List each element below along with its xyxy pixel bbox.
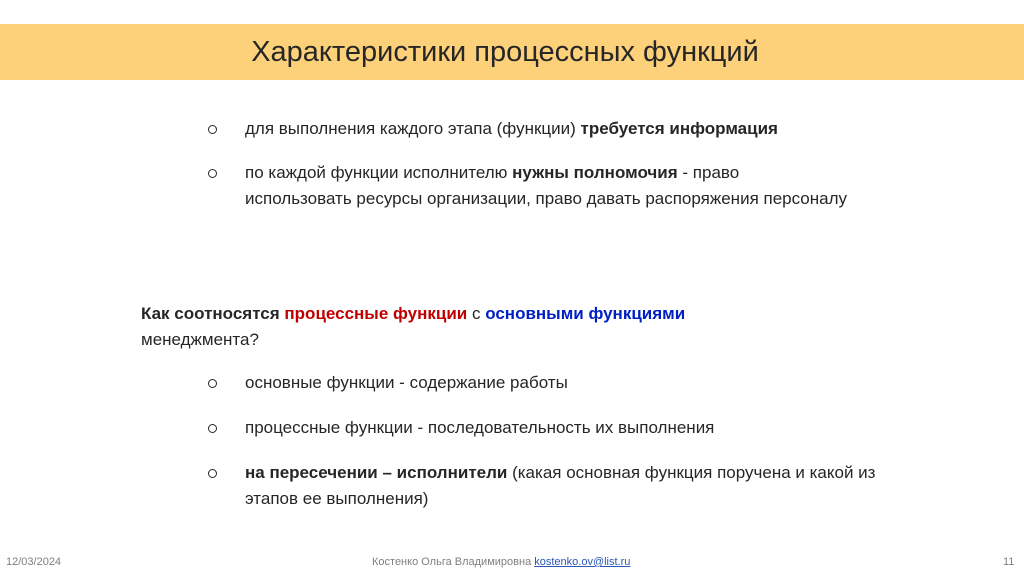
hollow-circle-icon: [208, 169, 217, 178]
email-link[interactable]: kostenko.ov@list.ru: [534, 556, 631, 568]
bullet-bold-text: на пересечении – исполнители: [245, 463, 508, 482]
list-item: [208, 415, 888, 441]
bullet-text-after: - право использовать ресурсы организации, право давать распоряжения персоналу: [245, 163, 848, 208]
title-bar: [0, 24, 1024, 80]
question-main-functions: основными функциями: [485, 304, 686, 323]
list-item: [208, 116, 848, 142]
hollow-circle-icon: [208, 379, 217, 388]
bullet-bold-text: нужны полномочия: [512, 163, 678, 182]
question-part2: с: [467, 304, 486, 323]
slide-title: Характеристики процессных функций: [251, 35, 759, 68]
list-item: [208, 160, 848, 212]
hollow-circle-icon: [208, 125, 217, 134]
hollow-circle-icon: [208, 424, 217, 433]
author-name: Костенко Ольга Владимировна: [372, 556, 535, 568]
bullet-text-after: (какая основная функция поручена и какой из этапов ее выполнения): [245, 463, 876, 508]
bullet-text: процессные функции - последовательность их выполнения: [245, 418, 715, 437]
question-part1: Как соотносятся: [141, 304, 285, 323]
bullet-text: для выполнения каждого этапа (функции): [245, 119, 581, 138]
hollow-circle-icon: [208, 469, 217, 478]
bullet-text: основные функции - содержание работы: [245, 373, 568, 392]
question-text: [141, 301, 781, 353]
list-item: [208, 460, 888, 512]
page-number: 11: [1003, 556, 1015, 568]
bullet-bold-text: требуется информация: [580, 119, 778, 138]
list-item: [208, 370, 888, 396]
bullet-text: по каждой функции исполнителю: [245, 163, 513, 182]
question-process-functions: процессные функции: [284, 304, 468, 323]
footer-author: [372, 556, 630, 568]
characteristics-list: [208, 116, 848, 212]
footer-date: 12/03/2024: [6, 556, 62, 568]
answer-list: [208, 370, 888, 531]
question-part3: менеджмента?: [141, 330, 259, 349]
